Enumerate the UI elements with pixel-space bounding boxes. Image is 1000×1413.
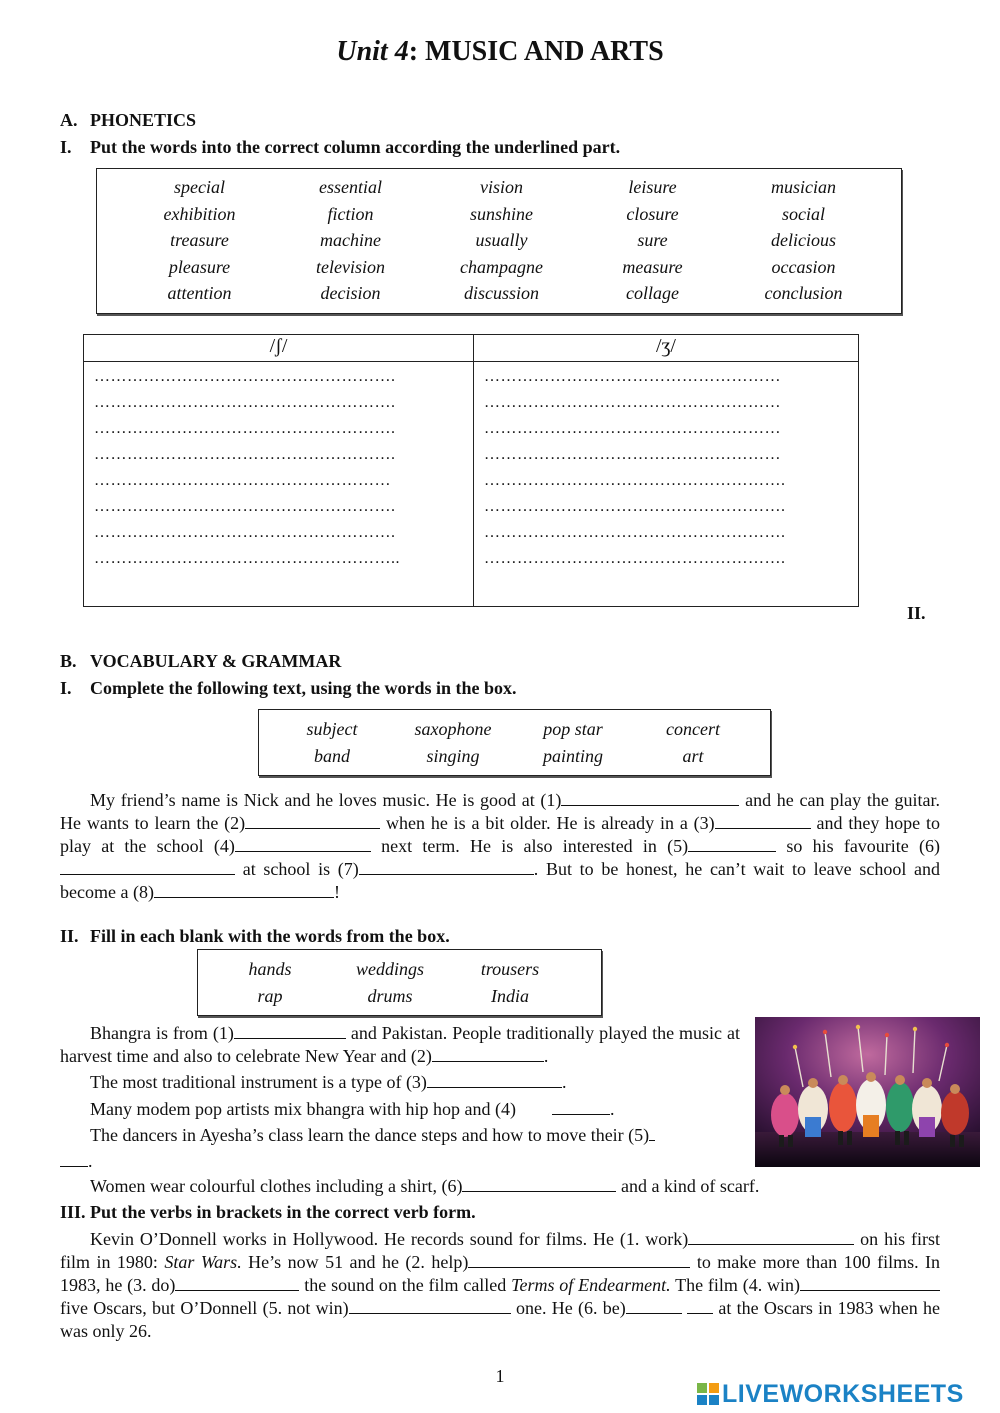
- answer-column-sh[interactable]: [84, 362, 474, 607]
- dotted-answer-line[interactable]: ………………………………………………..: [94, 550, 400, 567]
- word-item: leisure: [628, 177, 677, 197]
- word-item: trousers: [480, 959, 540, 979]
- word-item: musician: [771, 177, 836, 197]
- word-item: sure: [637, 230, 668, 250]
- stray-section-label: II.: [907, 603, 926, 623]
- word-item: India: [491, 985, 529, 1006]
- word-item: special: [174, 177, 225, 197]
- brand-text: LIVEWORKSHEETS: [722, 1380, 964, 1408]
- word-item: fiction: [327, 203, 374, 224]
- dotted-answer-line[interactable]: ………………………………………………: [484, 394, 781, 411]
- word-item: treasure: [170, 230, 229, 250]
- word-item: conclusion: [764, 283, 843, 303]
- title-text: : MUSIC AND ARTS: [408, 36, 664, 67]
- answer-blank-1[interactable]: [688, 1228, 854, 1245]
- answer-blank-6[interactable]: [60, 858, 235, 875]
- word-item: band: [314, 745, 350, 766]
- word-item: champagne: [460, 256, 543, 277]
- bhangra-word-box: [197, 949, 602, 1016]
- word-item: exhibition: [163, 203, 236, 224]
- bhangra-sentence-2: The most traditional instrument is a type of (3) .: [90, 1072, 567, 1092]
- answer-blank-3[interactable]: [175, 1274, 299, 1291]
- word-item: machine: [320, 230, 381, 250]
- word-item: delicious: [771, 230, 836, 250]
- instruction-text: Put the verbs in brackets in the correct verb form.: [90, 1202, 476, 1222]
- answer-blank-1[interactable]: [234, 1022, 346, 1039]
- bhangra-sentence-4-cont: .: [60, 1150, 93, 1173]
- answer-blank-6[interactable]: [462, 1175, 616, 1192]
- answer-blank-6-cont[interactable]: [687, 1297, 713, 1314]
- word-item: sunshine: [470, 203, 533, 224]
- dotted-answer-line[interactable]: ……………………………………………….: [94, 498, 396, 515]
- section-b-heading: [60, 651, 341, 672]
- answer-blank-2[interactable]: [245, 812, 380, 829]
- word-item: occasion: [771, 256, 836, 277]
- section-b-title: VOCABULARY & GRAMMAR: [90, 651, 342, 671]
- answer-blank-2[interactable]: [468, 1251, 690, 1268]
- word-item: rap: [257, 985, 283, 1006]
- bhangra-word-grid: [198, 950, 601, 1009]
- dotted-answer-line[interactable]: ………………………………………………: [94, 472, 391, 489]
- dotted-answer-line[interactable]: ……………………………………………….: [94, 446, 396, 463]
- dotted-answer-line[interactable]: ……………………………………………….: [94, 394, 396, 411]
- answer-blank-7[interactable]: [359, 858, 534, 875]
- exercise-number: I.: [60, 137, 72, 157]
- phonetics-columns-table: [83, 334, 859, 607]
- liveworksheets-logo-icon: [697, 1383, 719, 1405]
- answer-blank-5[interactable]: [349, 1297, 511, 1314]
- answer-blank-4[interactable]: [552, 1098, 610, 1115]
- column-header-sh: /ʃ/: [84, 335, 474, 362]
- answer-blank-4[interactable]: [800, 1274, 940, 1291]
- exercise-b1-instruction: [60, 678, 517, 699]
- exercise-number: II.: [60, 926, 79, 946]
- exercise-b2-instruction: [60, 926, 450, 947]
- unit-label: Unit 4: [336, 36, 409, 67]
- answer-blank-3[interactable]: [715, 812, 811, 829]
- word-item: saxophone: [414, 719, 492, 739]
- dotted-answer-line[interactable]: ……………………………………………….: [484, 524, 786, 541]
- dotted-answer-line[interactable]: ……………………………………………….: [484, 498, 786, 515]
- word-item: discussion: [463, 283, 539, 303]
- word-item: hands: [248, 959, 292, 979]
- exercise-number: I.: [60, 678, 72, 698]
- bhangra-sentence-1: Bhangra is from (1) and Pakistan. People traditionally played the music at harvest time and also to celebrate New Year and (2) .: [60, 1023, 740, 1066]
- bhangra-sentence-3: Many modem pop artists mix bhangra with hip hop and (4) .: [90, 1099, 615, 1119]
- word-item: pop star: [543, 719, 603, 739]
- exercise-number: III.: [60, 1202, 86, 1222]
- bhangra-dancers-image: [755, 1017, 980, 1167]
- word-item: attention: [167, 283, 232, 303]
- section-a-title: PHONETICS: [90, 110, 197, 130]
- instruction-text: Put the words into the correct column according the underlined part.: [90, 137, 621, 157]
- word-item: television: [316, 256, 385, 277]
- page-number: 1: [495, 1366, 505, 1386]
- word-item: art: [682, 745, 704, 766]
- answer-blank-6[interactable]: [626, 1297, 682, 1314]
- word-item: closure: [626, 203, 679, 224]
- answer-blank-5-start[interactable]: [649, 1124, 655, 1141]
- exercise-a1-instruction: [60, 137, 620, 158]
- word-item: essential: [319, 177, 382, 197]
- exercise-b3-instruction: [60, 1202, 476, 1223]
- word-item: subject: [306, 719, 358, 739]
- exercise-b3-text: Kevin O’Donnell works in Hollywood. He records sound for films. He (1. work) on his first film in 1980: Star Wars. He’s now 51 and he (2. help) to make more than 100 films. In 1983, he (3. do) the sound on the film called Terms of Endearment. The film (4. win) five Oscars, but O’Donnell (5. not win) one. He (6. be) at the Oscars in 1983 when he was only 26.: [60, 1229, 941, 1341]
- word-item: usually: [475, 230, 528, 250]
- answer-blank-8[interactable]: [154, 881, 334, 898]
- instruction-text: Complete the following text, using the words in the box.: [90, 678, 517, 698]
- answer-column-zh[interactable]: [474, 362, 859, 607]
- answer-blank-1[interactable]: [561, 789, 739, 806]
- bhangra-sentence-4: The dancers in Ayesha’s class learn the dance steps and how to move their (5): [90, 1124, 740, 1147]
- vocabulary-word-grid: [259, 710, 770, 769]
- exercise-b1-text: My friend’s name is Nick and he loves music. He is good at (1) and he can play the guitar. He wants to learn the (2) when he is a bit older. He is already in a (3) and they hope to play at the school (4) next term. He is also interested in (5) so his favourite (6) at school is (7) . But to be honest, he can’t wait to leave school and become a (8) !: [60, 790, 941, 902]
- word-item: singing: [426, 745, 480, 766]
- dotted-answer-line[interactable]: ……………………………………………….: [484, 472, 786, 489]
- instruction-text: Fill in each blank with the words from the box.: [90, 926, 450, 946]
- word-item: measure: [622, 256, 683, 277]
- bhangra-dancers-photo: [755, 1017, 980, 1167]
- phonetics-word-box: [96, 168, 902, 314]
- dotted-answer-line[interactable]: ……………………………………………….: [94, 368, 396, 385]
- bhangra-sentence-5: Women wear colourful clothes including a shirt, (6) and a kind of scarf.: [90, 1176, 760, 1196]
- word-item: collage: [626, 283, 679, 303]
- word-item: vision: [480, 177, 523, 197]
- word-item: painting: [542, 745, 603, 766]
- dotted-answer-line[interactable]: ……………………………………………….: [94, 524, 396, 541]
- dotted-answer-line[interactable]: ………………………………………………: [484, 420, 781, 437]
- answer-blank-5[interactable]: [60, 1150, 88, 1167]
- column-header-zh: /ʒ/: [474, 335, 859, 362]
- page-title: [0, 36, 1000, 68]
- section-a-label: A.: [60, 110, 78, 130]
- answer-blank-4[interactable]: [235, 835, 371, 852]
- phonetics-word-grid: [97, 169, 901, 307]
- word-item: decision: [320, 283, 381, 303]
- dotted-answer-line[interactable]: ……………………………………………….: [94, 420, 396, 437]
- word-item: weddings: [355, 959, 424, 979]
- word-item: concert: [666, 719, 720, 739]
- liveworksheets-logo: [697, 1380, 964, 1409]
- section-a-heading: [60, 110, 196, 131]
- vocabulary-word-box: [258, 709, 771, 776]
- answer-blank-5[interactable]: [688, 835, 776, 852]
- word-item: pleasure: [168, 256, 231, 277]
- word-item: drums: [367, 985, 413, 1006]
- dotted-answer-line[interactable]: ………………………………………………: [484, 368, 781, 385]
- answer-blank-3[interactable]: [427, 1071, 562, 1088]
- dotted-answer-line[interactable]: ………………………………………………: [484, 446, 781, 463]
- dotted-answer-line[interactable]: ……………………………………………….: [484, 550, 786, 567]
- section-b-label: B.: [60, 651, 77, 671]
- word-item: social: [782, 203, 825, 224]
- answer-blank-2[interactable]: [432, 1045, 544, 1062]
